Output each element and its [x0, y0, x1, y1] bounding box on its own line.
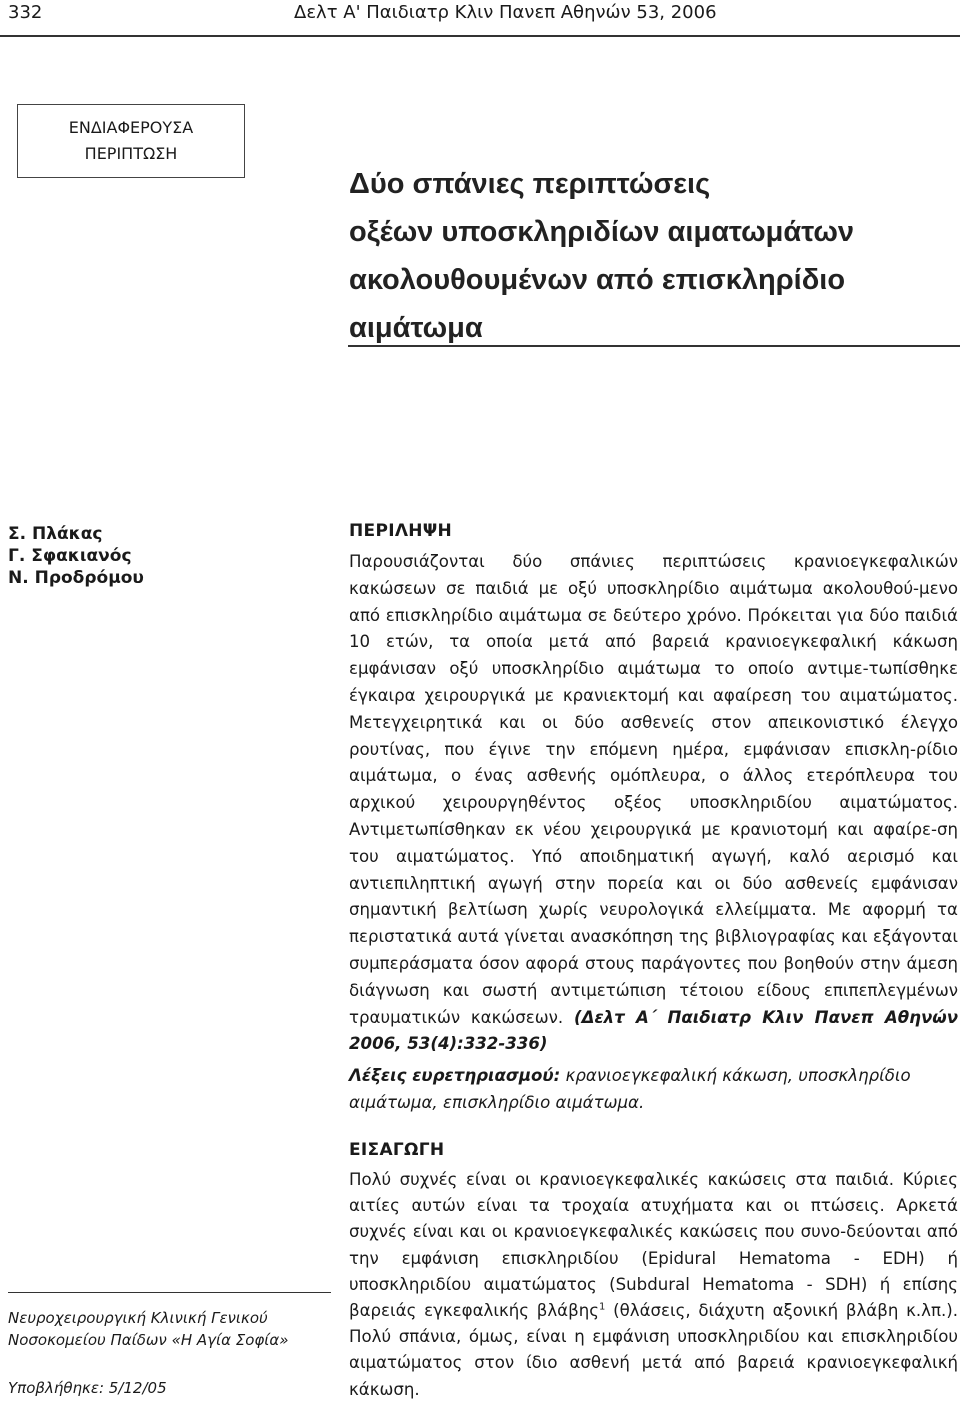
author-name: Σ. Πλάκας: [8, 524, 103, 544]
abstract-body: Παρουσιάζονται δύο σπάνιες περιπτώσεις κρανιοεγκεφαλικών κακώσεων σε παιδιά με οξύ υποσκληρίδιο αιμάτωμα ακολουθού-μενο από επισκληρίδιο αιμάτωμα σε δεύτερο χρόνο. Πρόκειται για δύο παιδιά 10 ετών, τα οποία μετά από βαρειά κρανιοεγκεφαλική κάκωση εμφάνισαν οξύ υποσκληρίδιο αιμάτωμα το οποίο αντιμε-τωπίσθηκε έγκαιρα χειρουργικά με κρανιεκτομή και αφαίρεση του αιματώματος. Μετεγχειρητικά και οι δύο ασθενείς στον απεικονιστικό έλεγχο ρουτίνας, που έγινε την επόμενη ημέρα, εμφάνισαν επισκλη-ρίδιο αιμάτωμα, ο ένας ασθενής ομόπλευρα, ο άλλος ετερόπλευρα του αρχικού χειρουργηθέντος οξέος υποσκληριδίου αιματώματος. Αντιμετωπίσθηκαν εκ νέου χειρουργικά με κρανιοτομή και αφαίρε-ση του αιματώματος. Υπό αποιδηματική αγωγή, καλό αερισμό και αντιεπιληπτική αγωγή στην πορεία και οι δύο ασθενείς εμφάνισαν σημαντική βελτίωση χωρίς νευρολογικά ελλείμματα. Με αφορμή τα περιστατικά αυτά γίνεται ανασκόπηση της βιβλιογραφίας και εξάγονται συμπεράσματα όσον αφορά στους παράγοντες που βοηθούν στην άμεση διάγνωση και σωστή αντιμετώπιση τέτοιου είδους επιπεπλεγμένων τραυματικών κακώσεων.: [349, 552, 958, 1027]
introduction-heading: ΕΙΣΑΓΩΓΗ: [349, 1140, 445, 1160]
title-line-2: οξέων υποσκληριδίων αιματωμάτων: [349, 216, 854, 248]
keywords-text: κρανιοεγκεφαλική κάκωση, υποσκληρίδιο αιμάτωμα, επισκληρίδιο αιμάτωμα.: [349, 1066, 911, 1112]
affiliation-line-1: Νευροχειρουργική Κλινική Γενικού: [8, 1309, 268, 1327]
author-list: [8, 523, 144, 589]
abstract-heading: ΠΕΡΙΛΗΨΗ: [349, 521, 453, 541]
title-line-3: ακολουθουμένων από επισκληρίδιο: [349, 264, 846, 296]
abstract-citation: (Δελτ Α΄ Παιδιατρ Κλιν Πανεπ Αθηνών 2006, 53(4):332-336): [349, 1007, 959, 1054]
category-line-2: ΠΕΡΙΠΤΩΣΗ: [84, 144, 178, 163]
title-divider: [348, 345, 960, 347]
article-category-box: [17, 104, 245, 178]
intro-text-part-1: Πολύ συχνές είναι οι κρανιοεγκεφαλικές κακώσεις στα παιδιά. Κύριες αιτίες αυτών είναι τα τροχαία ατυχήματα και οι πτώσεις. Αρκετά συχνές είναι και οι κρανιοεγκεφαλικές κακώσεις που συνο-δεύονται από την εμφάνιση επισκληριδίου (Epidural Hematoma - EDH) ή υποσκληριδίου αιματώματος (Subdural Hematoma - SDH) ή επίσης βαρειάς εγκεφαλικής βλάβης: [349, 1170, 958, 1321]
author-name: Γ. Σφακιανός: [8, 546, 132, 566]
abstract-text: [349, 549, 958, 1058]
article-title: [349, 160, 949, 352]
intro-text-part-2: (θλάσεις, διάχυτη αξονική βλάβη κ.λπ.). Πολύ σπάνια, όμως, είναι η εμφάνιση υποσκληριδίου και επισκληριδίου αιματώματος στον ίδιο ασθενή μετά από βαρειά κρανιοεγκεφαλική κάκωση.: [349, 1301, 958, 1399]
title-line-4: αιμάτωμα: [349, 312, 483, 344]
category-line-1: ΕΝΔΙΑΦΕΡΟΥΣΑ: [68, 118, 194, 137]
submission-date: Υποβλήθηκε: 5/12/05: [8, 1379, 167, 1397]
running-header: [0, 0, 960, 36]
author-name: Ν. Προδρόμου: [8, 568, 144, 588]
keywords: [349, 1063, 958, 1116]
reference-marker: 1: [598, 1301, 606, 1313]
author-affiliation: [8, 1307, 289, 1351]
title-line-1: Δύο σπάνιες περιπτώσεις: [349, 168, 711, 200]
page-number: 332: [8, 2, 43, 23]
affiliation-divider: [8, 1292, 331, 1293]
introduction-text: [349, 1167, 958, 1403]
header-divider: [0, 35, 960, 37]
affiliation-line-2: Νοσοκομείου Παίδων «Η Αγία Σοφία»: [8, 1331, 289, 1349]
keywords-label: Λέξεις ευρετηριασμού:: [349, 1066, 561, 1085]
journal-running-head: Δελτ Α' Παιδιατρ Κλιν Πανεπ Αθηνών 53, 2006: [294, 2, 717, 23]
